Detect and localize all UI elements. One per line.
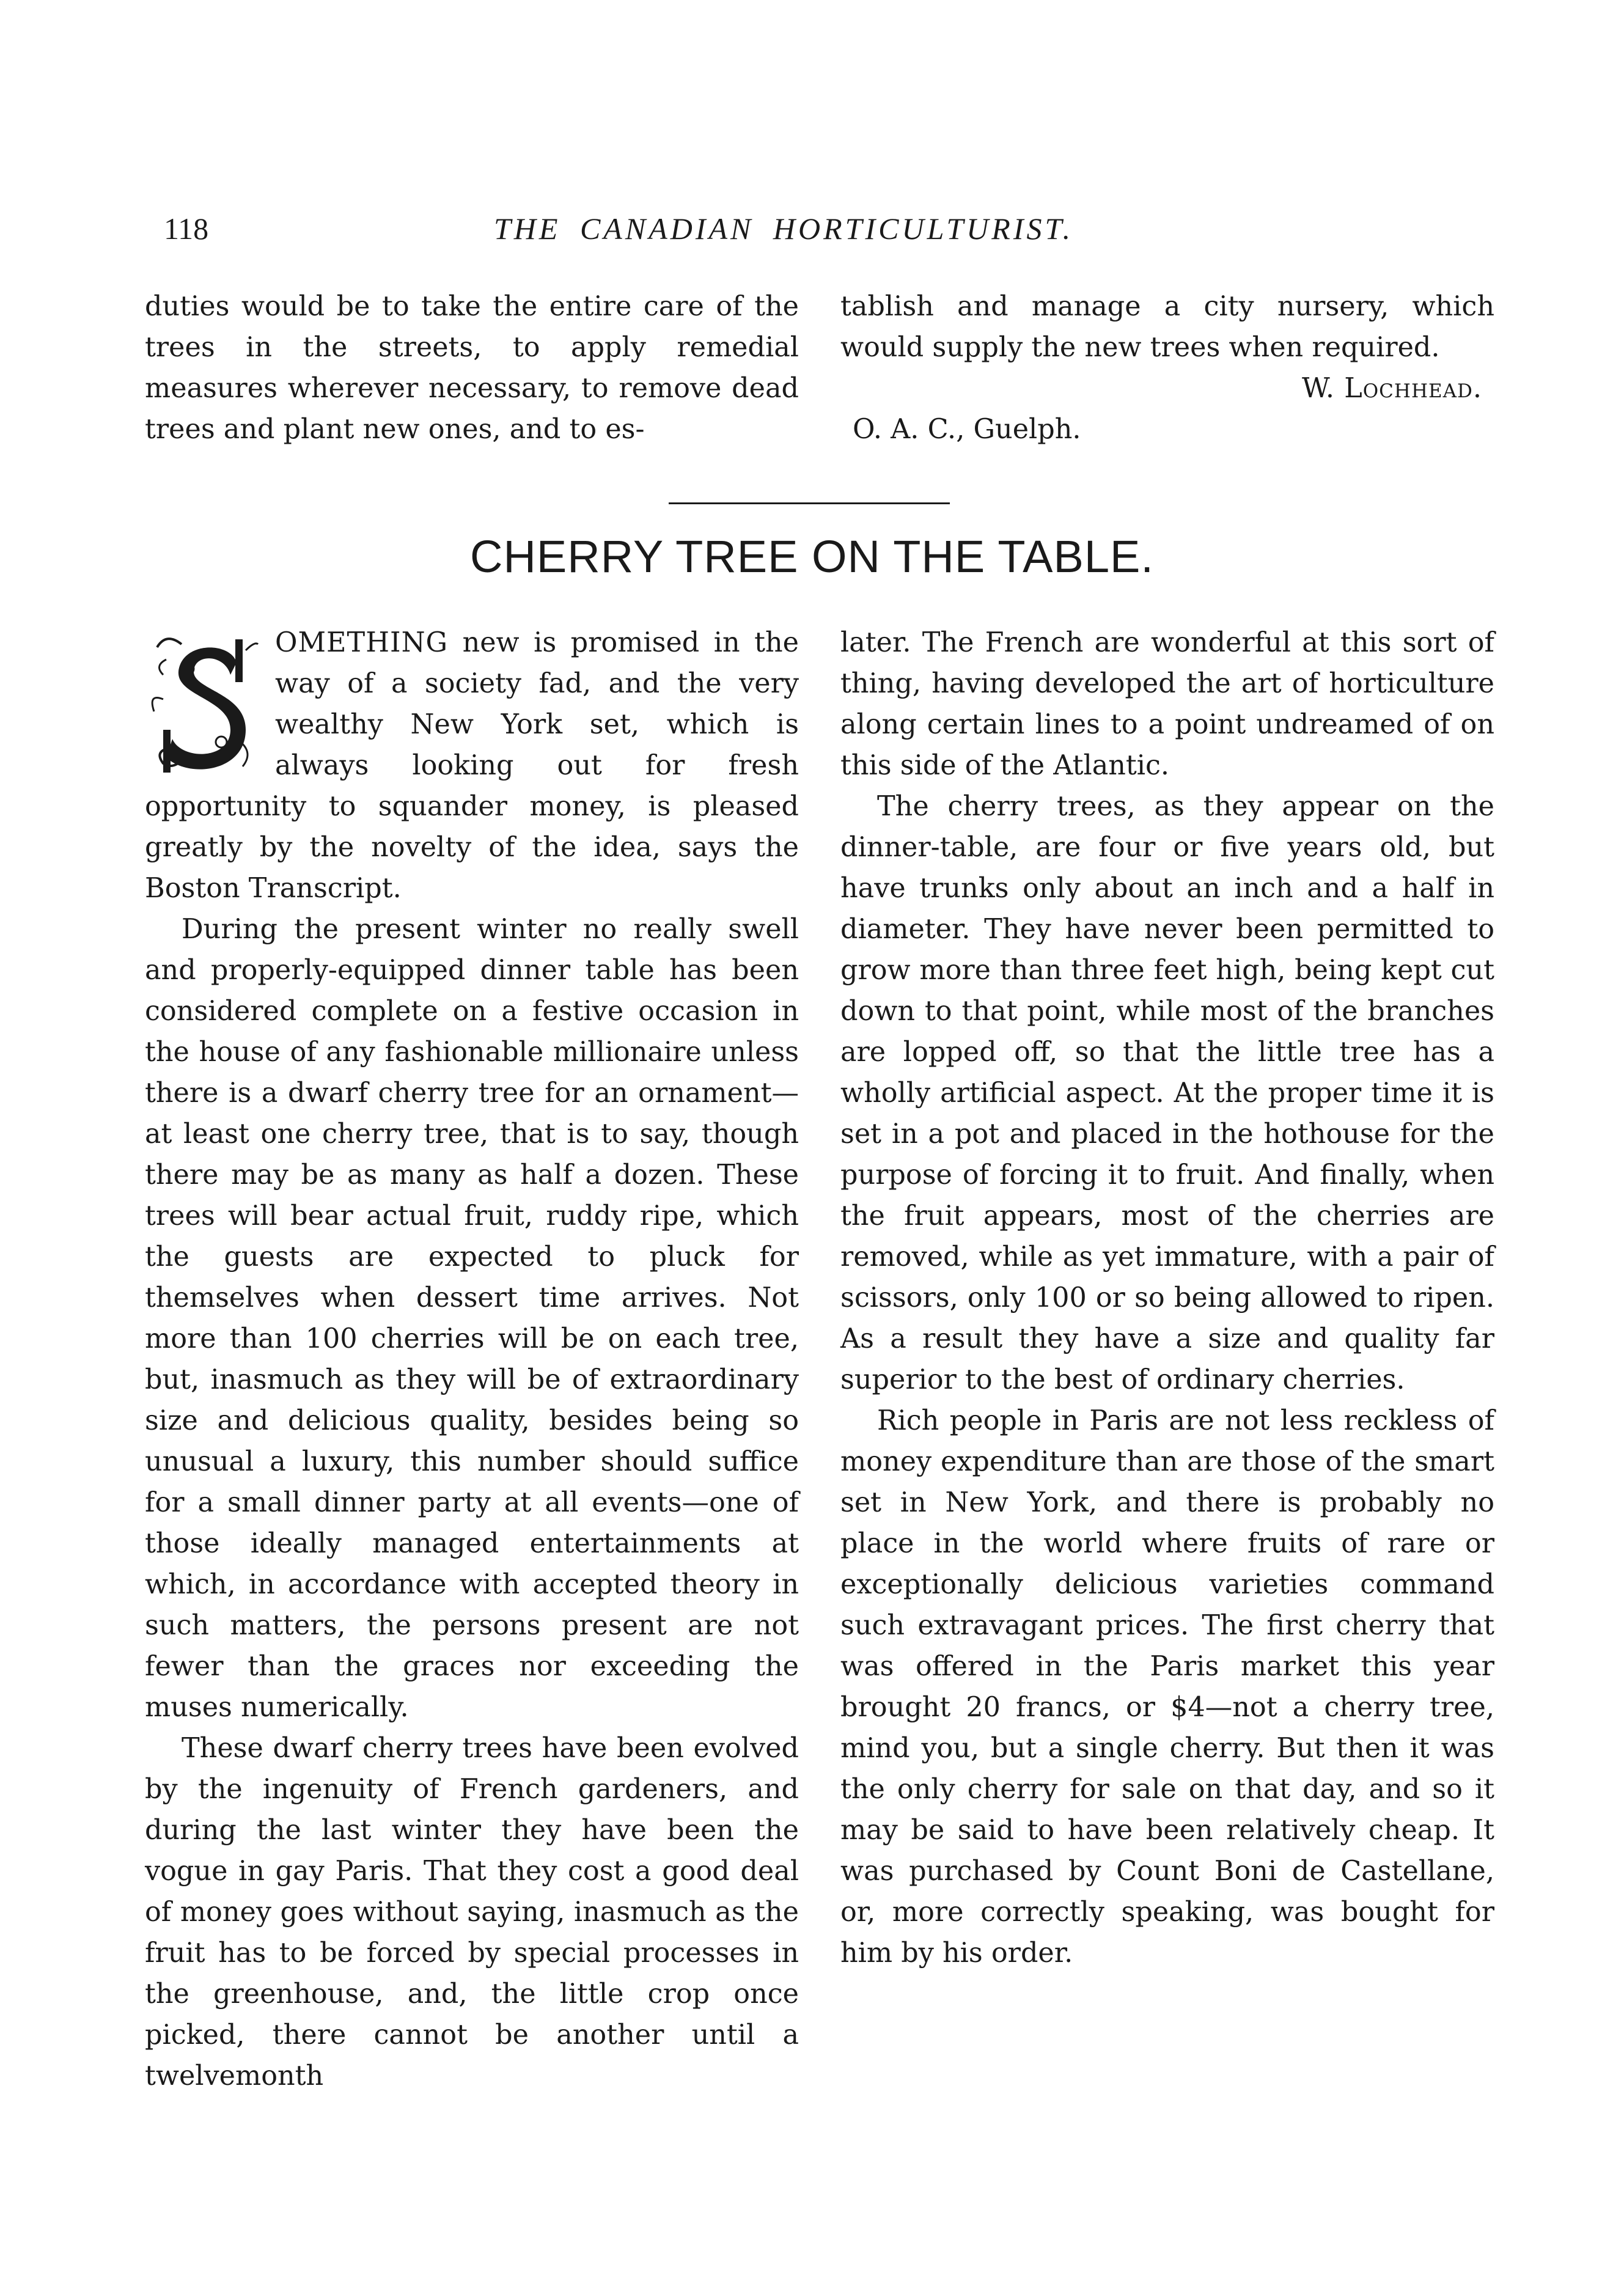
author-signature: W. Lochhead. bbox=[1301, 373, 1482, 404]
running-head bbox=[164, 211, 1453, 254]
author-affiliation: O. A. C., Guelph. bbox=[853, 414, 1081, 445]
article-paragraph: Rich people in Paris are not less reckless of money expenditure than are those of the smart set in New York, and there is probably no place in the world where fruits of rare or exceptionally delicious varieties command such extravagant prices. The first cherry that was offered in the Paris market this year brought 20 francs, or $4—not a cherry tree, mind you, but a single cherry. But then it was the only cherry for sale on that day, and so it may be said to have been relatively cheap. It was purchased by Count Boni de Castellane, or, more correctly speaking, was bought for him by his order. bbox=[840, 1405, 1494, 1969]
article-title: CHERRY TREE ON THE TABLE. bbox=[470, 531, 1154, 582]
article-paragraph: These dwarf cherry trees have been evolved by the ingenuity of French gardeners, and during the last winter they have been the vogue in gay Paris. That they cost a good deal of money goes without saying, inasmuch as the fruit has to be forced by special processes in the greenhouse, and, the little crop once picked, there cannot be another until a twelvemonth bbox=[145, 1733, 799, 2092]
paragraph-text: new is promised in the way of a society fad, and the very wealthy New York set, which is always looking out for fresh opportunity to squander money, is pleased greatly by the novelty of the idea, says the Boston Transcript. bbox=[145, 627, 799, 904]
previous-article-text-right: tablish and manage a city nursery, which would supply the new trees when required. bbox=[840, 291, 1494, 363]
previous-article-left-column bbox=[145, 286, 799, 450]
article-right-column bbox=[840, 622, 1494, 1974]
lead-word: OMETHING bbox=[275, 627, 449, 658]
previous-article-right-column bbox=[840, 286, 1494, 450]
article-paragraph: The cherry trees, as they appear on the dinner-table, are four or five years old, but have trunks only about an inch and a half in diameter. They have never been permitted to grow more than three feet high, being kept cut down to that point, while most of the branches are lopped off, so that the little tree has a wholly artificial aspect. At the proper time it is set in a pot and placed in the hothouse for the purpose of forcing it to fruit. And finally, when the fruit appears, most of the cherries are removed, while as yet immature, with a pair of scissors, only 100 or so being allowed to ripen. As a result they have a size and quality far superior to the best of ordinary cherries. bbox=[840, 791, 1494, 1395]
ornamental-drop-cap bbox=[145, 626, 264, 782]
page-number: 118 bbox=[164, 211, 209, 246]
section-divider bbox=[669, 502, 950, 504]
article-left-column bbox=[145, 622, 799, 2096]
journal-title: THE CANADIAN HORTICULTURIST. bbox=[494, 211, 1074, 246]
article-paragraph: During the present winter no really swell and properly-equipped dinner table has been considered complete on a festive occasion in the house of any fashionable millionaire unless there is a dwarf cherry tree for an ornament—at least one cherry tree, that is to say, though there may be as many as half a dozen. These trees will bear actual fruit, ruddy ripe, which the guests are expected to pluck for themselves when dessert time arrives. Not more than 100 cherries will be on each tree, but, inasmuch as they will be of extraordinary size and delicious quality, besides being so unusual a luxury, this number should suffice for a small dinner party at all events—one of those ideally managed entertainments at which, in accordance with accepted theory in such matters, the persons present are not fewer than the graces nor exceeding the muses numerically. bbox=[145, 914, 799, 1723]
previous-article-text-left: duties would be to take the entire care of the trees in the streets, to apply remedial measures wherever necessary, to remove dead trees and plant new ones, and to es- bbox=[145, 291, 799, 445]
article-paragraph: later. The French are wonderful at this sort of thing, having developed the art of horticulture along certain lines to a point undreamed of on this side of the Atlantic. bbox=[840, 627, 1494, 781]
article-paragraph bbox=[145, 622, 799, 909]
